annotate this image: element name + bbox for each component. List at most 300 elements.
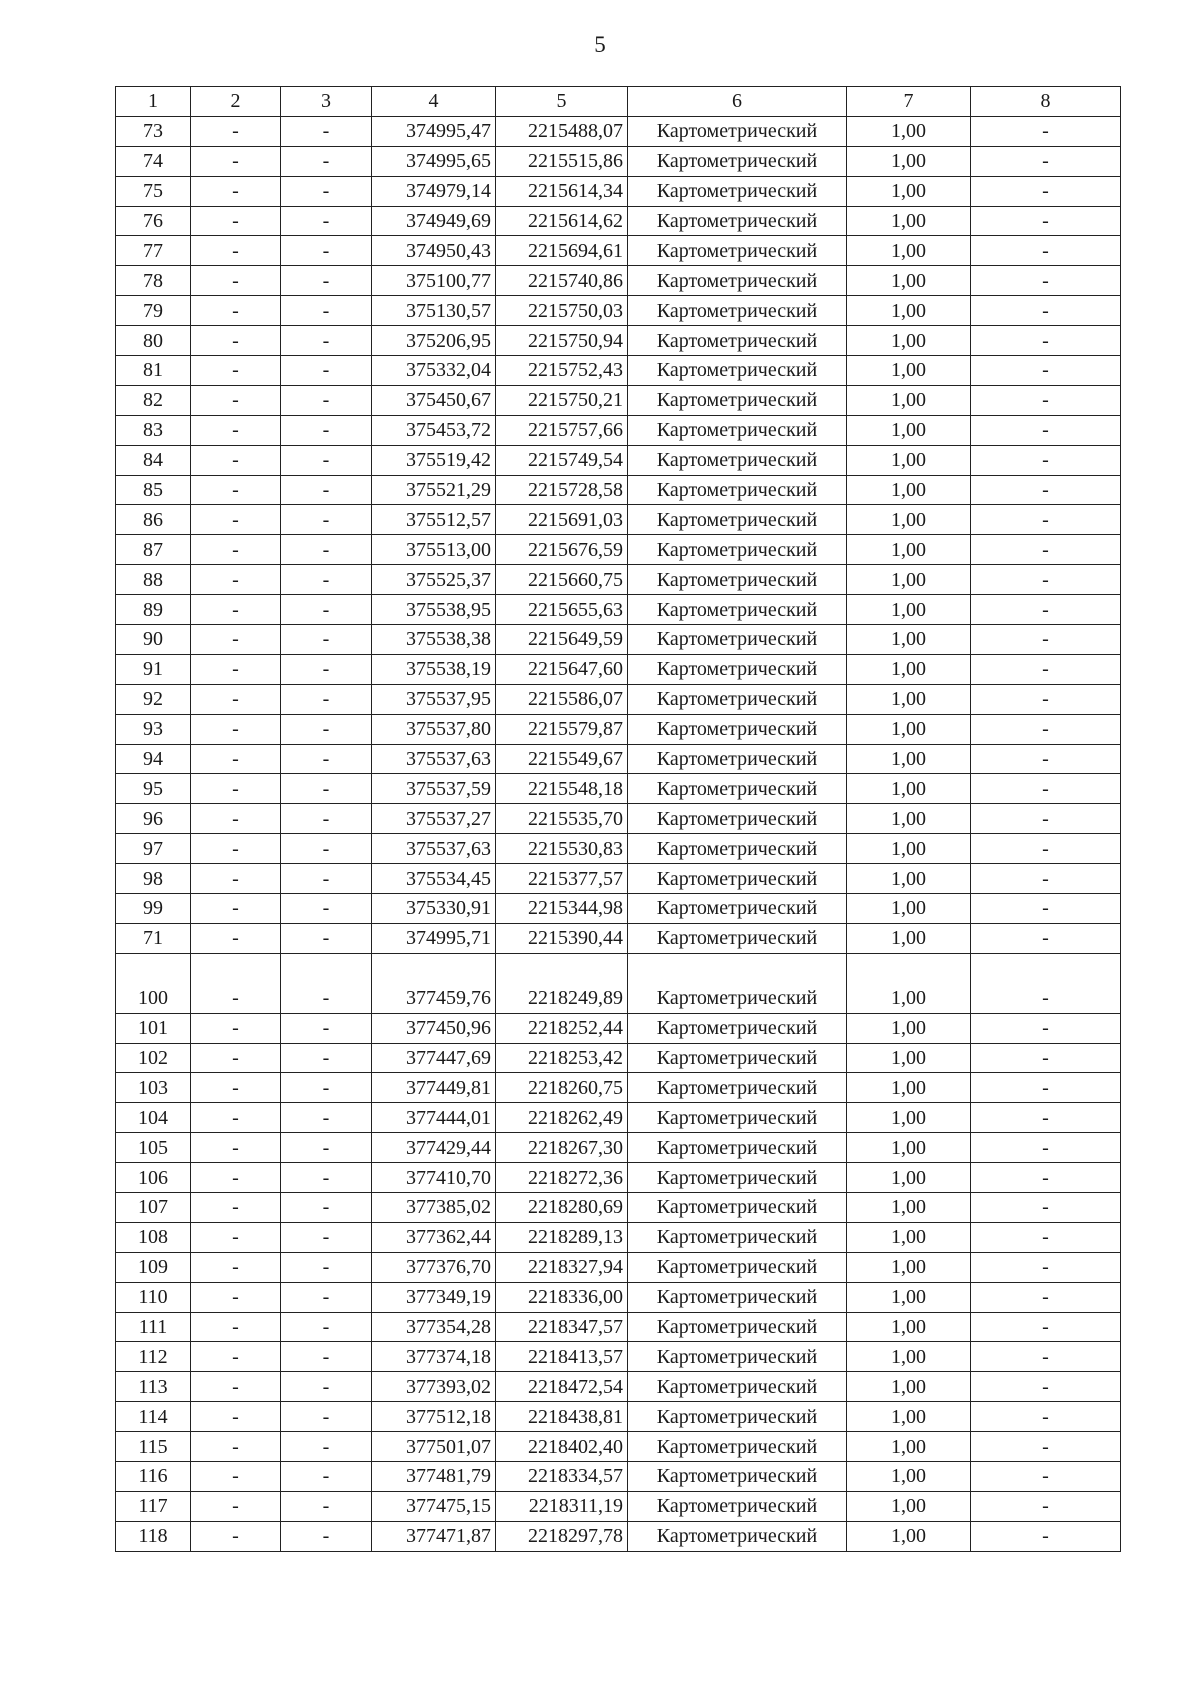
table-cell-col-1: 71 bbox=[116, 923, 191, 953]
table-row bbox=[116, 1282, 1121, 1312]
table-cell-col-4: 377447,69 bbox=[372, 1043, 496, 1073]
table-row bbox=[116, 894, 1121, 924]
table-cell-col-4: 375330,91 bbox=[372, 894, 496, 924]
table-row bbox=[116, 385, 1121, 415]
table-cell-col-7: 1,00 bbox=[847, 595, 971, 625]
table-cell-col-6: Картометрический bbox=[628, 1312, 847, 1342]
table-cell-col-1: 75 bbox=[116, 176, 191, 206]
table-row bbox=[116, 1222, 1121, 1252]
table-cell-col-6: Картометрический bbox=[628, 1192, 847, 1222]
table-cell-col-4: 377450,96 bbox=[372, 1013, 496, 1043]
table-row bbox=[116, 236, 1121, 266]
table-cell-col-7: 1,00 bbox=[847, 505, 971, 535]
table-row bbox=[116, 1133, 1121, 1163]
table-row bbox=[116, 1252, 1121, 1282]
table-cell-col-8: - bbox=[971, 1013, 1121, 1043]
table-cell-col-8: - bbox=[971, 176, 1121, 206]
table-cell-col-5: 2215750,21 bbox=[496, 385, 628, 415]
table-cell-col-6: Картометрический bbox=[628, 684, 847, 714]
table-cell-col-1: 115 bbox=[116, 1432, 191, 1462]
table-cell-col-2: - bbox=[191, 1073, 281, 1103]
table-cell-col-4: 377429,44 bbox=[372, 1133, 496, 1163]
table-cell-col-8: - bbox=[971, 983, 1121, 1013]
table-cell-col-6: Картометрический bbox=[628, 1402, 847, 1432]
table-cell-col-8: - bbox=[971, 206, 1121, 236]
table-cell-col-6: Картометрический bbox=[628, 625, 847, 655]
table-row bbox=[116, 535, 1121, 565]
table-cell-col-3: - bbox=[281, 1043, 372, 1073]
table-cell-col-8: - bbox=[971, 326, 1121, 356]
table-row bbox=[116, 774, 1121, 804]
table-cell-col-5: 2215728,58 bbox=[496, 475, 628, 505]
table-cell-col-3: - bbox=[281, 595, 372, 625]
table-cell-col-2: - bbox=[191, 1432, 281, 1462]
table-cell-col-7: 1,00 bbox=[847, 1222, 971, 1252]
table-row bbox=[116, 1163, 1121, 1193]
table-row bbox=[116, 804, 1121, 834]
table-cell-col-8: - bbox=[971, 1282, 1121, 1312]
table-cell-col-3: - bbox=[281, 1252, 372, 1282]
table-cell-col-6: Картометрический bbox=[628, 804, 847, 834]
table-cell-col-6: Картометрический bbox=[628, 475, 847, 505]
table-cell-col-7: 1,00 bbox=[847, 236, 971, 266]
table-cell-col-1: 79 bbox=[116, 296, 191, 326]
table-cell-col-8: - bbox=[971, 415, 1121, 445]
table-cell-col-3: - bbox=[281, 326, 372, 356]
table-cell-col-2: - bbox=[191, 296, 281, 326]
table-cell-col-7: 1,00 bbox=[847, 894, 971, 924]
table-cell-col-3: - bbox=[281, 774, 372, 804]
column-header-7: 7 bbox=[847, 87, 971, 117]
table-cell-col-2: - bbox=[191, 654, 281, 684]
table-row bbox=[116, 714, 1121, 744]
table-cell-col-1: 117 bbox=[116, 1491, 191, 1521]
table-cell-col-7: 1,00 bbox=[847, 445, 971, 475]
table-cell-col-6: Картометрический bbox=[628, 266, 847, 296]
table-cell-col-8: - bbox=[971, 1432, 1121, 1462]
table-header bbox=[116, 87, 1121, 117]
table-cell-col-5: 2215548,18 bbox=[496, 774, 628, 804]
table-cell-col-6: Картометрический bbox=[628, 1133, 847, 1163]
table-cell-col-1: 87 bbox=[116, 535, 191, 565]
table-cell-col-4: 374995,65 bbox=[372, 146, 496, 176]
table-cell-col-3: - bbox=[281, 744, 372, 774]
column-header-1: 1 bbox=[116, 87, 191, 117]
table-cell-col-3: - bbox=[281, 1491, 372, 1521]
table-cell-col-8: - bbox=[971, 625, 1121, 655]
table-cell-col-8: - bbox=[971, 1103, 1121, 1133]
table-cell-col-5: 2218327,94 bbox=[496, 1252, 628, 1282]
table-cell-col-6: Картометрический bbox=[628, 864, 847, 894]
table-cell-col-4: 377501,07 bbox=[372, 1432, 496, 1462]
table-cell-col-3: - bbox=[281, 1461, 372, 1491]
table-cell-col-3: - bbox=[281, 356, 372, 386]
table-cell-col-1: 100 bbox=[116, 983, 191, 1013]
table-cell-col-3: - bbox=[281, 1402, 372, 1432]
table-cell-col-4: 375332,04 bbox=[372, 356, 496, 386]
table-cell-col-7: 1,00 bbox=[847, 475, 971, 505]
table-cell-col-4: 377475,15 bbox=[372, 1491, 496, 1521]
table-cell-col-7: 1,00 bbox=[847, 266, 971, 296]
table-cell-col-1: 81 bbox=[116, 356, 191, 386]
table-cell-col-1: 118 bbox=[116, 1521, 191, 1551]
column-header-3: 3 bbox=[281, 87, 372, 117]
table-cell-col-6: Картометрический bbox=[628, 1372, 847, 1402]
table-cell-col-5: 2215649,59 bbox=[496, 625, 628, 655]
table-row bbox=[116, 565, 1121, 595]
table-cell-col-1: 92 bbox=[116, 684, 191, 714]
table-cell-col-8: - bbox=[971, 654, 1121, 684]
table-cell-col-4: 375512,57 bbox=[372, 505, 496, 535]
table-cell-col-8: - bbox=[971, 1073, 1121, 1103]
table-cell-col-4: 375534,45 bbox=[372, 864, 496, 894]
table-cell-col-7: 1,00 bbox=[847, 1133, 971, 1163]
table-cell-col-5: 2215655,63 bbox=[496, 595, 628, 625]
table-cell-col-8: - bbox=[971, 864, 1121, 894]
table-cell-col-5: 2218249,89 bbox=[496, 983, 628, 1013]
table-cell-col-8: - bbox=[971, 1133, 1121, 1163]
table-cell-col-7: 1,00 bbox=[847, 684, 971, 714]
table-cell-col-4: 374995,47 bbox=[372, 116, 496, 146]
table-row bbox=[116, 684, 1121, 714]
table-cell-col-6: Картометрический bbox=[628, 983, 847, 1013]
table-cell-col-4: 375538,38 bbox=[372, 625, 496, 655]
table-cell-col-7: 1,00 bbox=[847, 834, 971, 864]
table-cell-col-7: 1,00 bbox=[847, 804, 971, 834]
column-header-5: 5 bbox=[496, 87, 628, 117]
table-cell-col-7: 1,00 bbox=[847, 1491, 971, 1521]
table-cell-col-2: - bbox=[191, 535, 281, 565]
table-cell-col-5: 2215660,75 bbox=[496, 565, 628, 595]
column-header-8: 8 bbox=[971, 87, 1121, 117]
table-row bbox=[116, 1432, 1121, 1462]
table-cell-col-7: 1,00 bbox=[847, 1252, 971, 1282]
table-cell-col-1: 83 bbox=[116, 415, 191, 445]
table-cell-col-2: - bbox=[191, 1461, 281, 1491]
table-cell-col-8: - bbox=[971, 894, 1121, 924]
table-cell-col-4: 377376,70 bbox=[372, 1252, 496, 1282]
table-cell-col-7: 1,00 bbox=[847, 565, 971, 595]
table-cell-col-6: Картометрический bbox=[628, 1222, 847, 1252]
table-cell-col-8: - bbox=[971, 1402, 1121, 1432]
table-cell-col-1: 106 bbox=[116, 1163, 191, 1193]
table-cell-col-3: - bbox=[281, 1192, 372, 1222]
table-cell-col-5: 2215390,44 bbox=[496, 923, 628, 953]
table-cell-col-2: - bbox=[191, 1222, 281, 1252]
table-cell-col-1: 91 bbox=[116, 654, 191, 684]
table-cell-col-6 bbox=[628, 953, 847, 983]
table-cell-col-3: - bbox=[281, 415, 372, 445]
table-cell-col-1: 114 bbox=[116, 1402, 191, 1432]
table-cell-col-8: - bbox=[971, 1163, 1121, 1193]
table-cell-col-5: 2215377,57 bbox=[496, 864, 628, 894]
table-cell-col-8: - bbox=[971, 1312, 1121, 1342]
table-cell-col-7: 1,00 bbox=[847, 744, 971, 774]
table-cell-col-6: Картометрический bbox=[628, 1282, 847, 1312]
table-cell-col-8: - bbox=[971, 1252, 1121, 1282]
table-cell-col-6: Картометрический bbox=[628, 1521, 847, 1551]
table-cell-col-6: Картометрический bbox=[628, 236, 847, 266]
table-cell-col-3: - bbox=[281, 266, 372, 296]
table-cell-col-5: 2215750,94 bbox=[496, 326, 628, 356]
table-cell-col-8: - bbox=[971, 475, 1121, 505]
table-cell-col-5: 2215750,03 bbox=[496, 296, 628, 326]
table-cell-col-7: 1,00 bbox=[847, 206, 971, 236]
header-row bbox=[116, 87, 1121, 117]
table-cell-col-2: - bbox=[191, 266, 281, 296]
table-cell-col-5: 2218336,00 bbox=[496, 1282, 628, 1312]
column-header-2: 2 bbox=[191, 87, 281, 117]
table-cell-col-5: 2218402,40 bbox=[496, 1432, 628, 1462]
table-cell-col-1: 78 bbox=[116, 266, 191, 296]
table-row bbox=[116, 1402, 1121, 1432]
table-cell-col-2: - bbox=[191, 1013, 281, 1043]
table-cell-col-5: 2215752,43 bbox=[496, 356, 628, 386]
table-cell-col-4: 375519,42 bbox=[372, 445, 496, 475]
table-cell-col-6: Картометрический bbox=[628, 834, 847, 864]
table-cell-col-1: 85 bbox=[116, 475, 191, 505]
table-row bbox=[116, 415, 1121, 445]
table-cell-col-8: - bbox=[971, 236, 1121, 266]
table-cell-col-1: 80 bbox=[116, 326, 191, 356]
table-cell-col-5: 2215647,60 bbox=[496, 654, 628, 684]
table-cell-col-7: 1,00 bbox=[847, 1073, 971, 1103]
table-cell-col-4: 375538,19 bbox=[372, 654, 496, 684]
table-cell-col-7: 1,00 bbox=[847, 1461, 971, 1491]
table-cell-col-1: 99 bbox=[116, 894, 191, 924]
table-row bbox=[116, 923, 1121, 953]
table-cell-col-2: - bbox=[191, 774, 281, 804]
table-cell-col-8: - bbox=[971, 385, 1121, 415]
table-cell-col-4: 374949,69 bbox=[372, 206, 496, 236]
table-cell-col-4: 374995,71 bbox=[372, 923, 496, 953]
page-number: 5 bbox=[594, 32, 606, 57]
table-cell-col-5: 2218311,19 bbox=[496, 1491, 628, 1521]
table-row bbox=[116, 1073, 1121, 1103]
table-cell-col-7: 1,00 bbox=[847, 296, 971, 326]
table-cell-col-4: 377393,02 bbox=[372, 1372, 496, 1402]
table-cell-col-7: 1,00 bbox=[847, 176, 971, 206]
table-cell-col-4: 375453,72 bbox=[372, 415, 496, 445]
table-row bbox=[116, 206, 1121, 236]
table-cell-col-5: 2218438,81 bbox=[496, 1402, 628, 1432]
table-row bbox=[116, 983, 1121, 1013]
table-cell-col-5: 2215694,61 bbox=[496, 236, 628, 266]
coordinates-table bbox=[115, 86, 1121, 1552]
table-cell-col-4: 375537,63 bbox=[372, 744, 496, 774]
table-cell-col-4: 377481,79 bbox=[372, 1461, 496, 1491]
table-cell-col-7: 1,00 bbox=[847, 1103, 971, 1133]
table-cell-col-1: 84 bbox=[116, 445, 191, 475]
table-cell-col-5 bbox=[496, 953, 628, 983]
table-row bbox=[116, 1192, 1121, 1222]
table-cell-col-5: 2218347,57 bbox=[496, 1312, 628, 1342]
table-cell-col-4: 375538,95 bbox=[372, 595, 496, 625]
table-row bbox=[116, 1043, 1121, 1073]
table-cell-col-2: - bbox=[191, 923, 281, 953]
table-row bbox=[116, 1521, 1121, 1551]
table-cell-col-1: 96 bbox=[116, 804, 191, 834]
table-cell-col-4: 377444,01 bbox=[372, 1103, 496, 1133]
table-cell-col-6: Картометрический bbox=[628, 415, 847, 445]
table-cell-col-4 bbox=[372, 953, 496, 983]
table-cell-col-8: - bbox=[971, 1521, 1121, 1551]
table-cell-col-2: - bbox=[191, 206, 281, 236]
table-cell-col-2: - bbox=[191, 864, 281, 894]
table-cell-col-7: 1,00 bbox=[847, 326, 971, 356]
table-cell-col-3: - bbox=[281, 1103, 372, 1133]
table-row bbox=[116, 475, 1121, 505]
table-cell-col-4: 375206,95 bbox=[372, 326, 496, 356]
table-cell-col-6: Картометрический bbox=[628, 146, 847, 176]
table-cell-col-8 bbox=[971, 953, 1121, 983]
table-cell-col-5: 2215344,98 bbox=[496, 894, 628, 924]
table-cell-col-3: - bbox=[281, 1222, 372, 1252]
table-cell-col-5: 2218272,36 bbox=[496, 1163, 628, 1193]
table-cell-col-2: - bbox=[191, 565, 281, 595]
table-cell-col-4: 375537,63 bbox=[372, 834, 496, 864]
table-cell-col-5: 2215614,62 bbox=[496, 206, 628, 236]
table-cell-col-7: 1,00 bbox=[847, 983, 971, 1013]
table-cell-col-4: 377385,02 bbox=[372, 1192, 496, 1222]
table-cell-col-1: 97 bbox=[116, 834, 191, 864]
table-row bbox=[116, 1491, 1121, 1521]
table-cell-col-5: 2218253,42 bbox=[496, 1043, 628, 1073]
table-cell-col-8: - bbox=[971, 1342, 1121, 1372]
table-cell-col-8: - bbox=[971, 266, 1121, 296]
table-cell-col-7: 1,00 bbox=[847, 146, 971, 176]
table-cell-col-6: Картометрический bbox=[628, 1432, 847, 1462]
table-cell-col-3: - bbox=[281, 894, 372, 924]
table-cell-col-4: 377512,18 bbox=[372, 1402, 496, 1432]
table-cell-col-8: - bbox=[971, 804, 1121, 834]
table-row bbox=[116, 595, 1121, 625]
table-cell-col-2: - bbox=[191, 326, 281, 356]
table-cell-col-3: - bbox=[281, 804, 372, 834]
table-cell-col-2: - bbox=[191, 505, 281, 535]
table-cell-col-1: 108 bbox=[116, 1222, 191, 1252]
table-cell-col-4: 375525,37 bbox=[372, 565, 496, 595]
table-cell-col-7: 1,00 bbox=[847, 625, 971, 655]
table-cell-col-1: 90 bbox=[116, 625, 191, 655]
table-cell-col-6: Картометрический bbox=[628, 1461, 847, 1491]
table-cell-col-1: 73 bbox=[116, 116, 191, 146]
table-cell-col-2: - bbox=[191, 445, 281, 475]
table-cell-col-4: 377354,28 bbox=[372, 1312, 496, 1342]
table-cell-col-6: Картометрический bbox=[628, 296, 847, 326]
table-cell-col-2: - bbox=[191, 1252, 281, 1282]
table-cell-col-8: - bbox=[971, 535, 1121, 565]
table-cell-col-2: - bbox=[191, 356, 281, 386]
table-cell-col-1: 89 bbox=[116, 595, 191, 625]
table-cell-col-1: 74 bbox=[116, 146, 191, 176]
table-cell-col-1: 109 bbox=[116, 1252, 191, 1282]
table-cell-col-2: - bbox=[191, 1342, 281, 1372]
table-cell-col-7: 1,00 bbox=[847, 774, 971, 804]
table-cell-col-3: - bbox=[281, 1163, 372, 1193]
table-cell-col-7: 1,00 bbox=[847, 654, 971, 684]
table-cell-col-4: 375450,67 bbox=[372, 385, 496, 415]
table-cell-col-5: 2218297,78 bbox=[496, 1521, 628, 1551]
table-cell-col-7: 1,00 bbox=[847, 1402, 971, 1432]
table-cell-col-1: 104 bbox=[116, 1103, 191, 1133]
table-cell-col-6: Картометрический bbox=[628, 1342, 847, 1372]
table-cell-col-6: Картометрический bbox=[628, 445, 847, 475]
table-cell-col-3: - bbox=[281, 505, 372, 535]
table-cell-col-3: - bbox=[281, 296, 372, 326]
table-cell-col-2: - bbox=[191, 475, 281, 505]
table-cell-col-2: - bbox=[191, 116, 281, 146]
table-row bbox=[116, 744, 1121, 774]
table-cell-col-6: Картометрический bbox=[628, 894, 847, 924]
table-cell-col-5: 2215691,03 bbox=[496, 505, 628, 535]
table-cell-col-4: 375537,80 bbox=[372, 714, 496, 744]
table-cell-col-8: - bbox=[971, 356, 1121, 386]
table-cell-col-3: - bbox=[281, 714, 372, 744]
table-cell-col-2: - bbox=[191, 1133, 281, 1163]
table-cell-col-7: 1,00 bbox=[847, 385, 971, 415]
table-cell-col-2: - bbox=[191, 1402, 281, 1432]
table-cell-col-5: 2215586,07 bbox=[496, 684, 628, 714]
table-cell-col-8: - bbox=[971, 1192, 1121, 1222]
table-row bbox=[116, 834, 1121, 864]
table-cell-col-5: 2215740,86 bbox=[496, 266, 628, 296]
table-cell-col-8: - bbox=[971, 744, 1121, 774]
table-cell-col-1: 112 bbox=[116, 1342, 191, 1372]
table-cell-col-6: Картометрический bbox=[628, 206, 847, 236]
table-cell-col-2 bbox=[191, 953, 281, 983]
table-cell-col-2: - bbox=[191, 714, 281, 744]
table-cell-col-3: - bbox=[281, 146, 372, 176]
table-cell-col-7: 1,00 bbox=[847, 1013, 971, 1043]
table-cell-col-4: 375513,00 bbox=[372, 535, 496, 565]
table-row bbox=[116, 266, 1121, 296]
table-cell-col-2: - bbox=[191, 1043, 281, 1073]
table-cell-col-5: 2215530,83 bbox=[496, 834, 628, 864]
table-cell-col-2: - bbox=[191, 1312, 281, 1342]
table-row bbox=[116, 1461, 1121, 1491]
table-cell-col-2: - bbox=[191, 595, 281, 625]
table-cell-col-3: - bbox=[281, 864, 372, 894]
table-cell-col-3: - bbox=[281, 684, 372, 714]
table-cell-col-3: - bbox=[281, 236, 372, 266]
table-cell-col-7: 1,00 bbox=[847, 415, 971, 445]
table-cell-col-5: 2218280,69 bbox=[496, 1192, 628, 1222]
table-cell-col-1: 86 bbox=[116, 505, 191, 535]
table-cell-col-7: 1,00 bbox=[847, 356, 971, 386]
table-cell-col-1: 94 bbox=[116, 744, 191, 774]
table-cell-col-2: - bbox=[191, 625, 281, 655]
table-cell-col-3: - bbox=[281, 1073, 372, 1103]
table-cell-col-2: - bbox=[191, 834, 281, 864]
table-cell-col-8: - bbox=[971, 565, 1121, 595]
table-cell-col-5: 2215757,66 bbox=[496, 415, 628, 445]
table-cell-col-8: - bbox=[971, 445, 1121, 475]
table-cell-col-1: 88 bbox=[116, 565, 191, 595]
table-cell-col-3: - bbox=[281, 445, 372, 475]
table-cell-col-4: 374950,43 bbox=[372, 236, 496, 266]
table-cell-col-6: Картометрический bbox=[628, 654, 847, 684]
table-cell-col-1: 116 bbox=[116, 1461, 191, 1491]
table-cell-col-1: 113 bbox=[116, 1372, 191, 1402]
table-cell-col-1: 105 bbox=[116, 1133, 191, 1163]
table-cell-col-5: 2218252,44 bbox=[496, 1013, 628, 1043]
table-cell-col-8: - bbox=[971, 1372, 1121, 1402]
table-cell-col-1: 82 bbox=[116, 385, 191, 415]
table-cell-col-1: 101 bbox=[116, 1013, 191, 1043]
table-cell-col-2: - bbox=[191, 1372, 281, 1402]
table-cell-col-6: Картометрический bbox=[628, 1491, 847, 1521]
